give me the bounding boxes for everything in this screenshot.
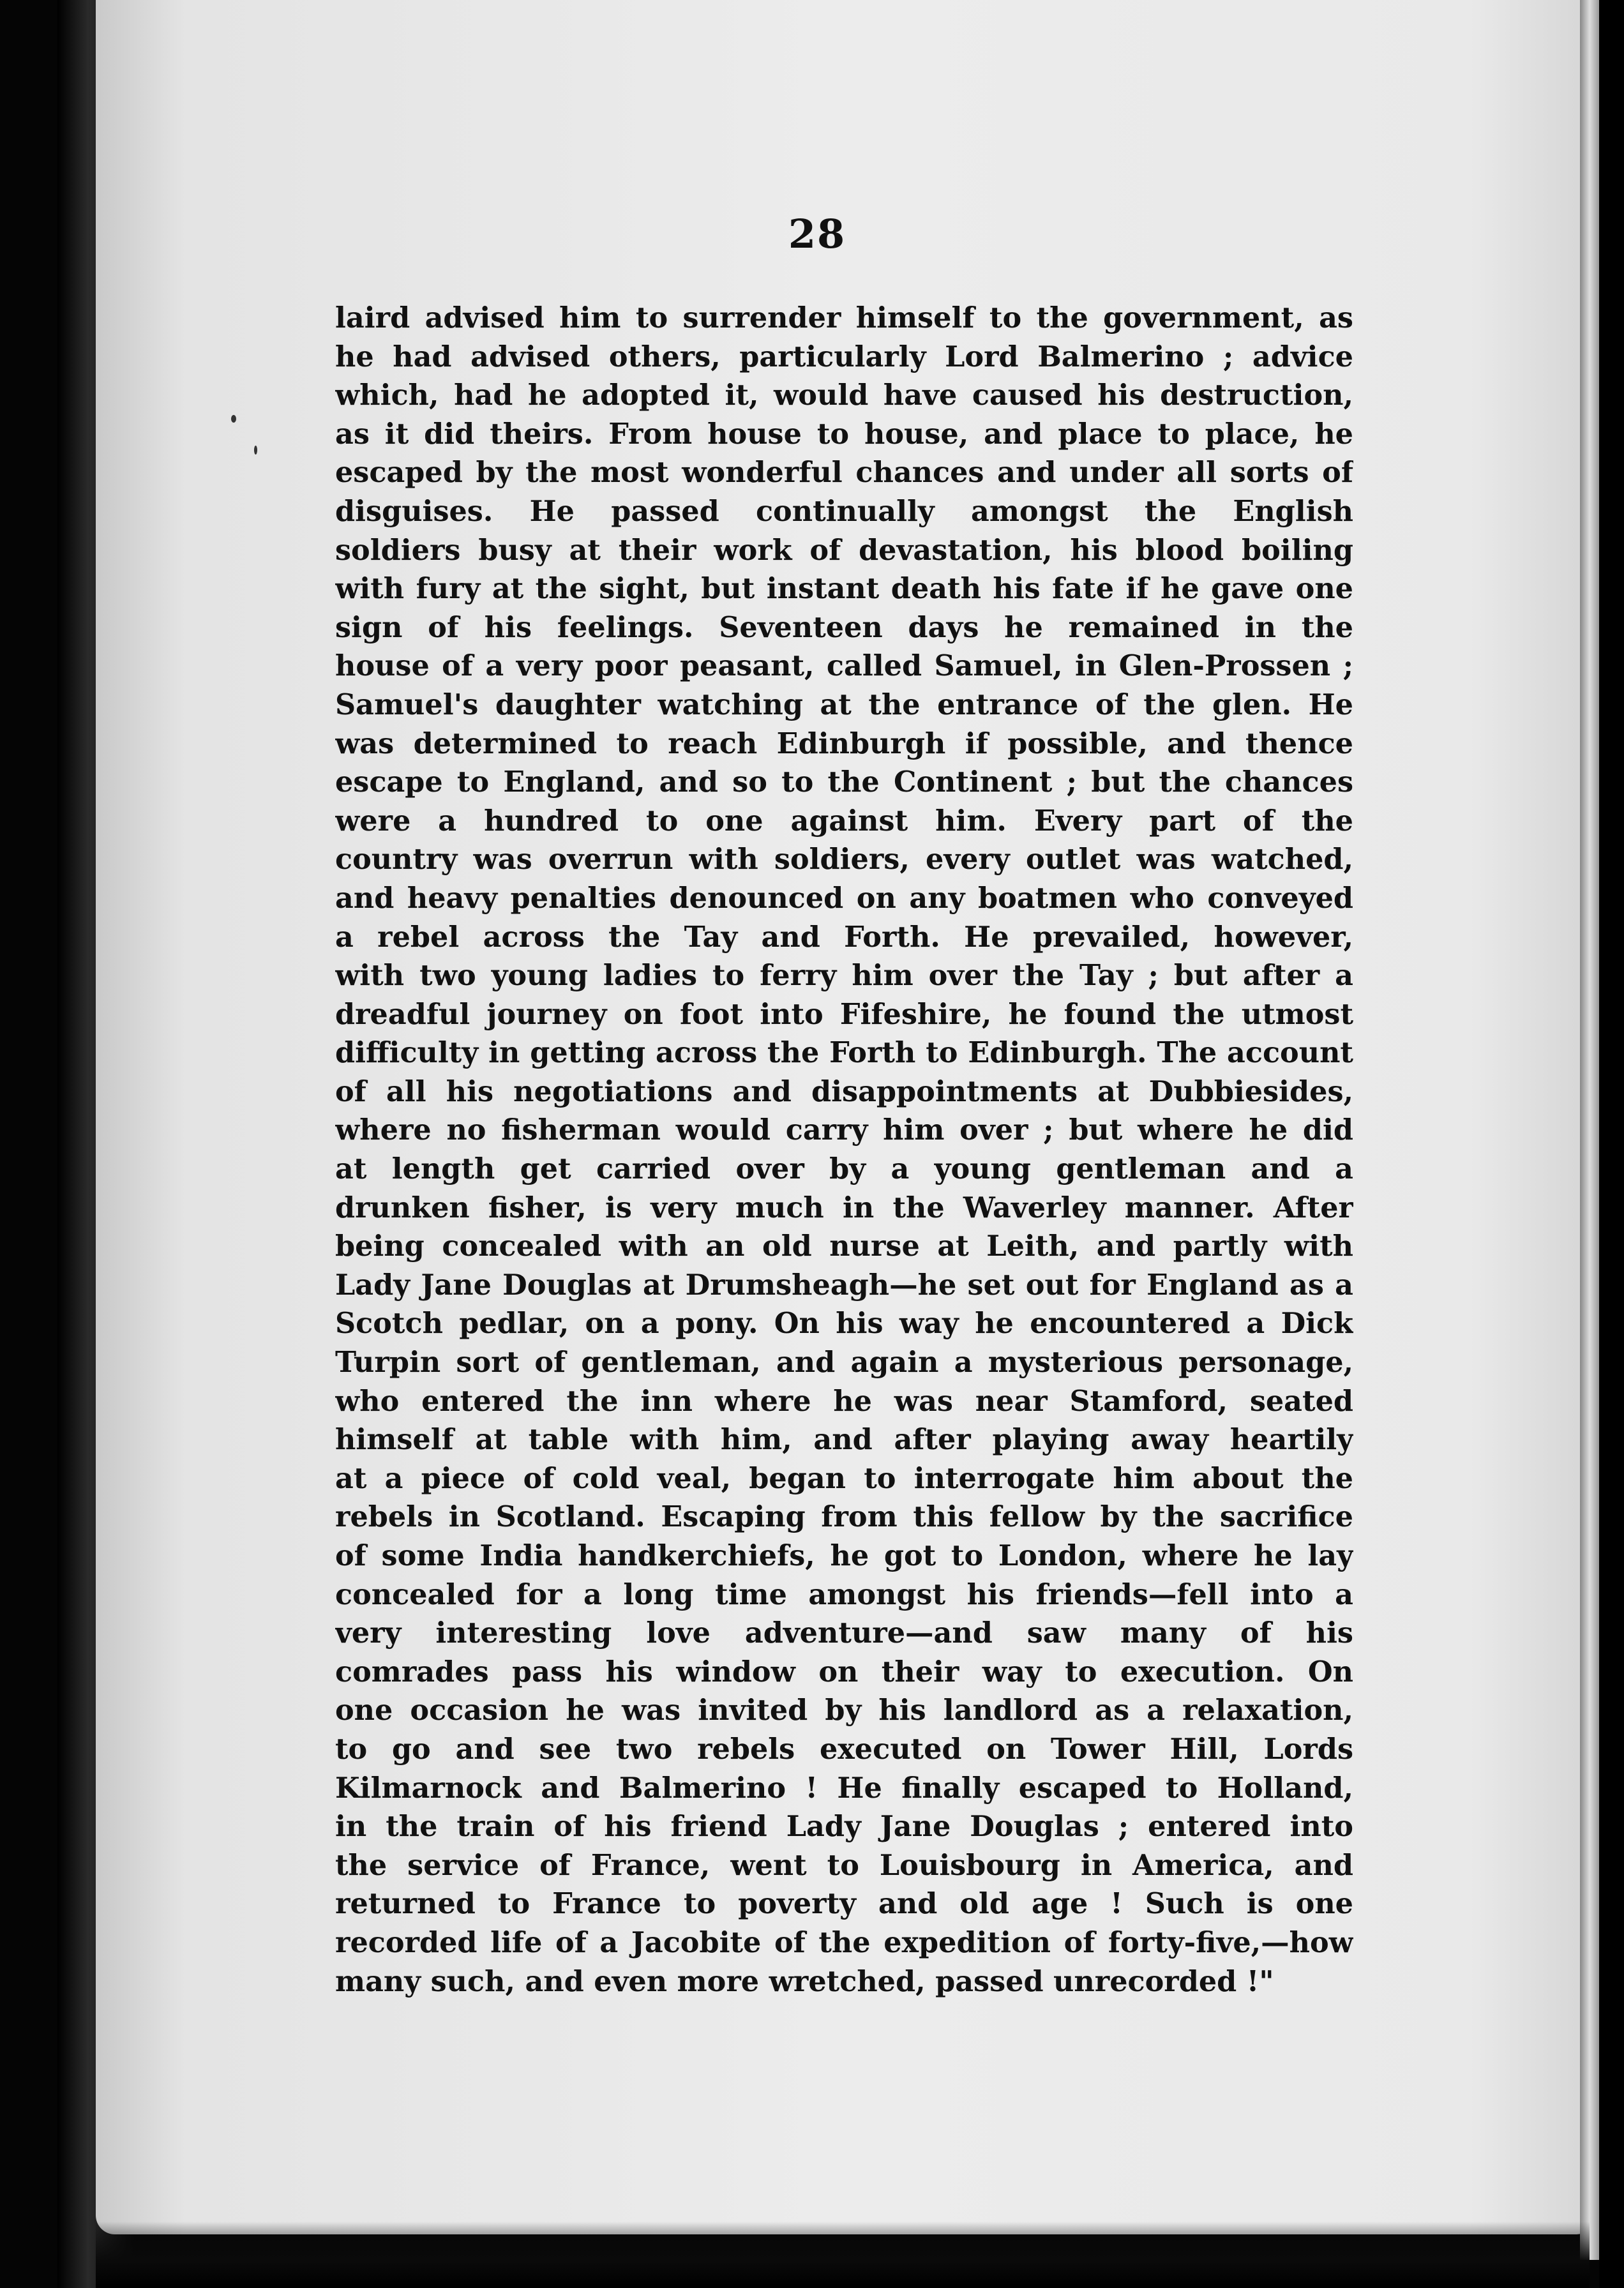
- text-line: in the train of his friend Lady Jane Douglas ; entered into: [335, 1810, 1353, 1844]
- text-line: laird advised him to surrender himself to the government, as: [335, 301, 1353, 335]
- text-line: at a piece of cold veal, began to interrogate him about the: [335, 1461, 1353, 1495]
- text-line: who entered the inn where he was near Stamford, seated: [335, 1384, 1353, 1418]
- text-line: were a hundred to one against him. Every part of the: [335, 804, 1353, 838]
- text-line: as it did theirs. From house to house, and place to place, he: [335, 417, 1353, 451]
- text-line: escaped by the most wonderful chances and under all sorts of: [335, 456, 1353, 490]
- text-line: the service of France, went to Louisbourg in America, and: [335, 1848, 1353, 1882]
- scan-border-right: [1599, 0, 1624, 2288]
- text-line: a rebel across the Tay and Forth. He prevailed, however,: [335, 920, 1353, 954]
- text-line: soldiers busy at their work of devastation, his blood boiling: [335, 533, 1353, 567]
- text-line: country was overrun with soldiers, every outlet was watched,: [335, 843, 1353, 877]
- scan-border-bottom: [96, 2222, 1590, 2288]
- text-line: of some India handkerchiefs, he got to London, where he lay: [335, 1539, 1353, 1572]
- text-line: difficulty in getting across the Forth to Edinburgh. The account: [335, 1036, 1353, 1070]
- body-text: [335, 299, 1353, 2001]
- text-line: Lady Jane Douglas at Drumsheagh—he set out for England as a: [335, 1268, 1353, 1302]
- text-line: he had advised others, particularly Lord Balmerino ; advice: [335, 340, 1353, 373]
- text-line: was determined to reach Edinburgh if possible, and thence: [335, 726, 1353, 760]
- text-line: comrades pass his window on their way to execution. On: [335, 1655, 1353, 1689]
- text-line: at length get carried over by a young gentleman and a: [335, 1152, 1353, 1186]
- text-line: Kilmarnock and Balmerino ! He finally escaped to Holland,: [335, 1771, 1353, 1805]
- text-line: with fury at the sight, but instant death his fate if he gave one: [335, 572, 1353, 606]
- text-line: being concealed with an old nurse at Leith, and partly with: [335, 1230, 1353, 1263]
- text-line: Scotch pedlar, on a pony. On his way he encountered a Dick: [335, 1307, 1353, 1341]
- text-line: sign of his feelings. Seventeen days he remained in the: [335, 610, 1353, 644]
- text-line: house of a very poor peasant, called Samuel, in Glen-Prossen ;: [335, 649, 1353, 683]
- text-line: escape to England, and so to the Continent ; but the chances: [335, 765, 1353, 799]
- text-line: to go and see two rebels executed on Tower Hill, Lords: [335, 1732, 1353, 1766]
- text-line: rebels in Scotland. Escaping from this fellow by the sacrifice: [335, 1500, 1353, 1534]
- ink-speck: [254, 446, 257, 455]
- text-line: very interesting love adventure—and saw many of his: [335, 1616, 1353, 1650]
- text-line: recorded life of a Jacobite of the expedition of forty-five,—how: [335, 1925, 1353, 1959]
- text-line: returned to France to poverty and old age ! Such is one: [335, 1887, 1353, 1921]
- text-line: one occasion he was invited by his landlord as a relaxation,: [335, 1694, 1353, 1727]
- ink-speck: [231, 415, 236, 423]
- text-line: where no fisherman would carry him over ; but where he did: [335, 1113, 1353, 1147]
- page-number: 28: [788, 211, 846, 257]
- text-line: with two young ladies to ferry him over the Tay ; but after a: [335, 959, 1353, 993]
- text-line: disguises. He passed continually amongst the English: [335, 494, 1353, 528]
- text-line: Samuel's daughter watching at the entrance of the glen. He: [335, 688, 1353, 721]
- text-line: which, had he adopted it, would have caused his destruction,: [335, 379, 1353, 412]
- text-line: of all his negotiations and disappointments at Dubbiesides,: [335, 1074, 1353, 1108]
- text-line: himself at table with him, and after playing away heartily: [335, 1423, 1353, 1457]
- text-line: and heavy penalties denounced on any boatmen who conveyed: [335, 881, 1353, 915]
- page-edge: [1580, 0, 1599, 2260]
- text-line: concealed for a long time amongst his friends—fell into a: [335, 1577, 1353, 1611]
- text-line: dreadful journey on foot into Fifeshire, he found the utmost: [335, 997, 1353, 1031]
- text-line: Turpin sort of gentleman, and again a mysterious personage,: [335, 1346, 1353, 1380]
- text-line: many such, and even more wretched, passed unrecorded !": [335, 1964, 1274, 1998]
- text-line: drunken fisher, is very much in the Waverley manner. After: [335, 1191, 1353, 1224]
